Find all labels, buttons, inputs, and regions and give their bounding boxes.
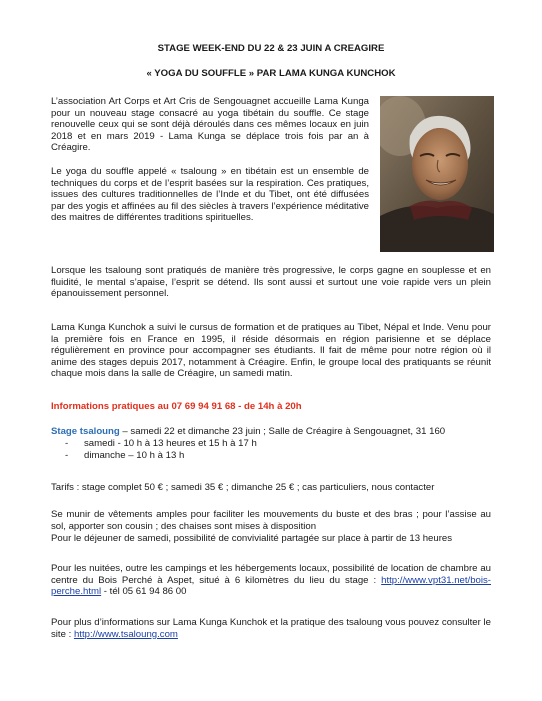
schedule-sunday: dimanche – 10 h à 13 h <box>84 449 185 461</box>
biography-paragraph: Lama Kunga Kunchok a suivi le cursus de formation et de pratiques au Tibet, Népal et Inde. Venu pour la première fois en France en 1995, il réside désormais en région parisienne et se déplace régulièrement en province pour accompagner ses étudiants. Il fait de même pour notre région où il anime des stages depuis 2017, notamment à Créagire. Enfin, le groupe local des pratiquants se réunit chaque mois dans la salle de Créagire, un samedi matin. <box>51 322 491 380</box>
stage-dates-text: – samedi 22 et dimanche 23 juin ; Salle de Créagire à Sengouagnet, 31 160 <box>119 426 446 437</box>
website-link[interactable]: http://www.tsaloung.com <box>73 628 178 640</box>
stage-label: Stage tsaloung <box>51 426 120 437</box>
pricing-text: Tarifs : stage complet 50 € ; samedi 35 € ; dimanche 25 € ; cas particuliers, nous contacter <box>51 482 435 493</box>
list-dash: - <box>65 449 69 461</box>
event-subtitle: « YOGA DU SOUFFLE » PAR LAMA KUNGA KUNCHOK <box>146 68 396 79</box>
clothing-note: Se munir de vêtements amples pour faciliter les mouvements du buste et des bras ; pour l’assise au sol, apporter son cousin ; des chaises sont mises à disposition <box>51 509 491 532</box>
tsaloung-paragraph: Le yoga du souffle appelé « tsaloung » en tibétain est un ensemble de techniques du corps et de l’esprit basées sur la respiration. Ces pratiques, issues des cultures traditionnelles de l’Inde et du Tibet, ont été diffusées par des yogis et affinées au fil des siècles à travers l’expérience méditative des maitres de différentes traditions spirituelles. <box>51 166 369 224</box>
lunch-note: Pour le déjeuner de samedi, possibilité de convivialité partagée sur place à partir de 13 heures <box>51 533 453 544</box>
portrait-illustration <box>380 96 494 252</box>
lodging-link[interactable]: http://www.vpt31.net/bois-perche.html <box>51 574 491 598</box>
schedule-saturday: samedi - 10 h à 13 heures et 15 h à 17 h <box>84 438 257 449</box>
stage-dates <box>51 426 491 438</box>
list-item <box>51 450 491 462</box>
event-title: STAGE WEEK-END DU 22 & 23 JUIN A CREAGIRE <box>157 43 385 54</box>
intro-paragraph: L’association Art Corps et Art Cris de Sengouagnet accueille Lama Kunga pour un nouveau stage consacré au yoga tibétain du souffle. Ce stage renouvelle ceux qui se sont déjà déroulés dans ces mêmes locaux en juin 2018 et en mars 2019 - Lama Kunga se déplace trois fois par an à Créagire. <box>51 96 369 154</box>
schedule-list <box>51 438 491 461</box>
list-item <box>51 438 491 450</box>
practical-info-heading: Informations pratiques au 07 69 94 91 68 - de 14h à 20h <box>51 401 302 412</box>
lodging-phone: - tél 05 61 94 86 00 <box>101 586 187 598</box>
lodging-text: Pour les nuitées, outre les campings et les hébergements locaux, possibilité de location de chambre au centre du Bois Perché à Aspet, situé à 6 kilomètres du lieu du stage : <box>51 563 491 586</box>
more-info-text: Pour plus d’informations sur Lama Kunga Kunchok et la pratique des tsaloung vous pouvez consulter le site : <box>51 617 491 640</box>
list-dash: - <box>65 438 69 449</box>
lama-portrait-photo <box>380 96 494 252</box>
lodging-paragraph <box>51 563 491 598</box>
benefits-paragraph: Lorsque les tsaloung sont pratiqués de manière très progressive, le corps gagne en souplesse et en fluidité, le mental s’apaise, l’esprit se détend. Ils sont aussi et surtout une voie rapide vers un plein épanouissement personnel. <box>51 265 491 300</box>
more-info-paragraph <box>51 617 491 640</box>
